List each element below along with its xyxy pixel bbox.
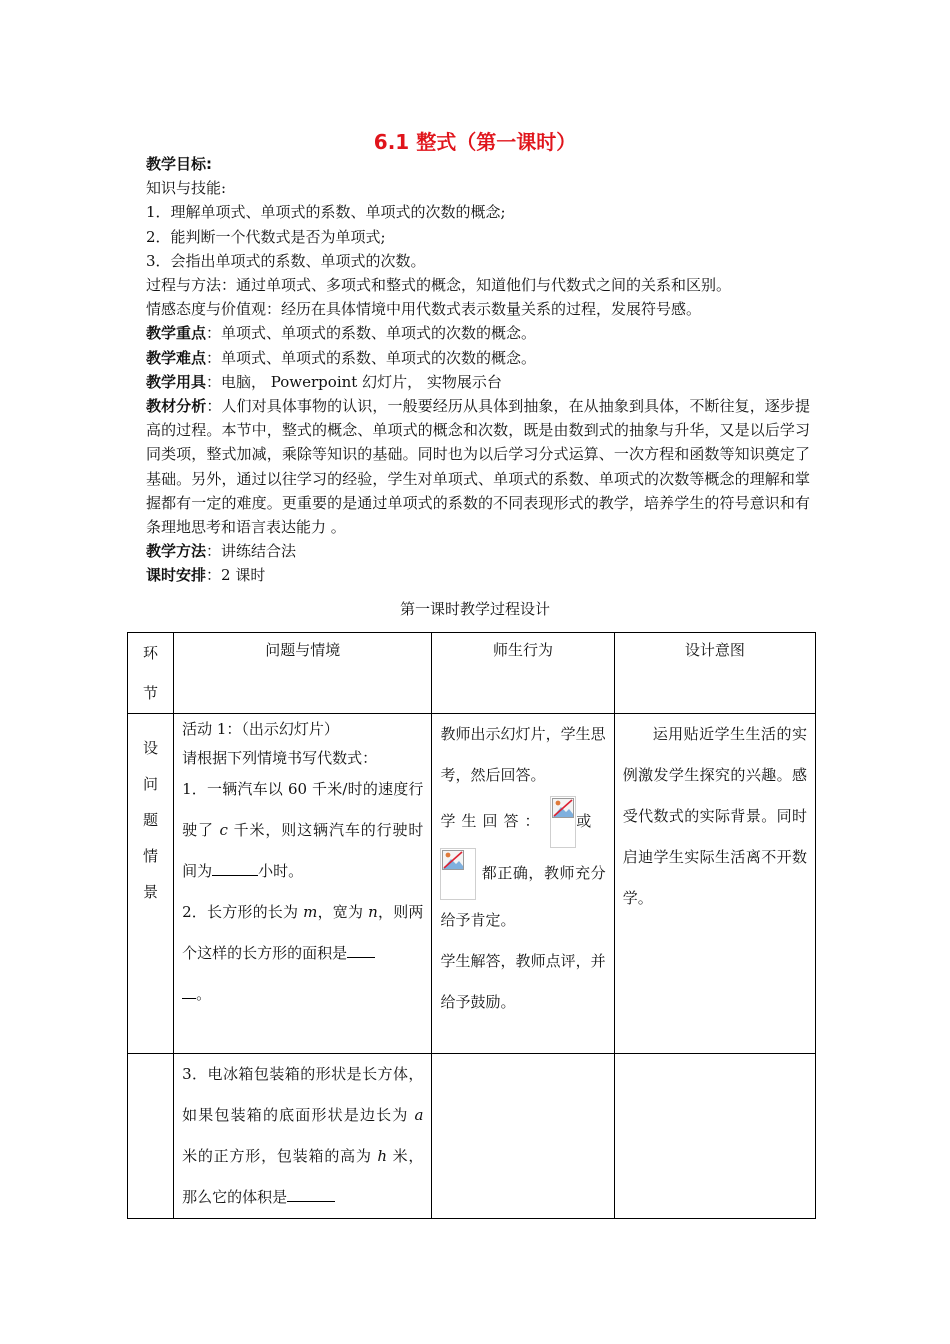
table-header-row	[128, 633, 816, 714]
question-2-text: 。	[196, 985, 212, 1003]
intent-cell	[614, 1054, 815, 1219]
situation-cell	[174, 1054, 432, 1219]
key-points-text: ：单项式、单项式的系数、单项式的次数的概念。	[206, 324, 537, 343]
method	[146, 539, 810, 563]
header-intent: 设计意图	[614, 633, 815, 714]
activity-prompt: 请根据下列情境书写代数式：	[182, 749, 378, 767]
behavior-text: 教师出示幻灯片，学生思考，然后回答。	[440, 725, 606, 784]
intent-cell	[614, 714, 815, 1054]
objective-item: 2．能判断一个代数式是否为单项式;	[146, 227, 386, 246]
stage-cell	[128, 714, 174, 1054]
question-1-text: 千米，则这辆汽车的行驶时间为	[182, 821, 424, 880]
table-row	[128, 1054, 816, 1219]
behavior-text: 学生回答：	[440, 812, 546, 830]
behavior-cell	[432, 1054, 614, 1219]
behavior-text: 都正确，教师充分给予肯定。	[440, 864, 606, 929]
behavior-cell	[432, 714, 614, 1054]
schedule-label: 课时安排	[146, 566, 207, 585]
stage-cell	[128, 1054, 174, 1219]
answer-blank	[287, 1201, 335, 1202]
key-points	[146, 321, 810, 345]
objective-item: 3．会指出单项式的系数、单项式的次数。	[146, 251, 426, 270]
stage-char: 设	[143, 739, 159, 757]
stage-char: 问	[143, 775, 159, 793]
objectives-heading: 教学目标:	[146, 155, 212, 173]
lesson-plan-body	[146, 152, 810, 588]
formula-image-icon	[550, 796, 576, 848]
question-1-text: 1．一辆汽车以 60 千米/时的速度行驶了	[182, 780, 424, 839]
answer-blank	[212, 875, 258, 876]
answer-blank	[347, 957, 375, 958]
situation-cell	[174, 714, 432, 1054]
process-table	[127, 632, 816, 1219]
schedule	[146, 563, 810, 587]
header-situation: 问题与情境	[174, 633, 432, 714]
stage-char: 题	[143, 811, 159, 829]
method-label: 教学方法	[146, 542, 207, 561]
header-stage-char: 环	[143, 644, 159, 662]
lesson-title: 6.1 整式（第一课时）	[373, 130, 577, 154]
question-3-text: 3．电冰箱包装箱的形状是长方体，如果包装箱的底面形状是边长为	[182, 1065, 424, 1124]
tools-label: 教学用具	[146, 372, 207, 391]
variable-c: c	[219, 821, 228, 839]
variable-m: m	[303, 903, 318, 921]
difficulties-label: 教学难点	[146, 348, 207, 367]
header-stage-char: 节	[143, 684, 159, 702]
tools	[146, 370, 810, 394]
knowledge-heading: 知识与技能:	[146, 179, 227, 198]
question-2-text: ，宽为	[317, 903, 369, 921]
question-1-text: 小时。	[258, 862, 304, 880]
tools-text: ：电脑， Powerpoint 幻灯片， 实物展示台	[206, 372, 502, 391]
activity-label: 活动 1：（出示幻灯片）	[182, 720, 339, 738]
question-2-text: ，则两个这样的长方形的面积是	[182, 903, 424, 962]
table-caption: 第一课时教学过程设计	[399, 600, 550, 618]
difficulties-text: ：单项式、单项式的系数、单项式的次数的概念。	[206, 348, 537, 367]
schedule-text: ：2 课时	[206, 566, 266, 585]
stage-char: 情	[143, 847, 159, 865]
attitude-text: 情感态度与价值观：经历在具体情境中用代数式表示数量关系的过程，发展符号感。	[146, 300, 702, 319]
key-points-label: 教学重点	[146, 324, 207, 343]
process-method-text: 过程与方法：通过单项式、多项式和整式的概念，知道他们与代数式之间的关系和区别。	[146, 276, 732, 295]
objective-item: 1．理解单项式、单项式的系数、单项式的次数的概念;	[146, 203, 506, 222]
question-3-text: 米，那么它的体积是	[182, 1147, 424, 1206]
question-2-text: 2．长方形的长为	[182, 903, 304, 921]
variable-n: n	[368, 903, 378, 921]
header-stage	[128, 633, 174, 714]
variable-h: h	[377, 1147, 388, 1165]
method-text: ：讲练结合法	[206, 542, 297, 561]
analysis	[146, 394, 810, 539]
behavior-text: 学生解答，教师点评，并给予鼓励。	[440, 952, 606, 1011]
variable-a: a	[414, 1106, 424, 1124]
stage-char: 景	[143, 883, 159, 901]
behavior-or: 或	[576, 812, 592, 830]
analysis-label: 教材分析	[146, 397, 207, 416]
formula-image-icon	[440, 848, 476, 900]
header-behavior: 师生行为	[432, 633, 614, 714]
answer-blank	[182, 998, 196, 999]
intent-text: 运用贴近学生生活的实例激发学生探究的兴趣。感受代数式的实际背景。同时启迪学生实际生活离不开数学。	[622, 725, 807, 907]
difficulties	[146, 346, 810, 370]
table-row	[128, 714, 816, 1054]
analysis-text: ：人们对具体事物的认识，一般要经历从具体到抽象，在从抽象到具体，不断往复，逐步提高的过程。本节中，整式的概念、单项式的概念和次数，既是由数到式的抽象与升华，又是以后学习同类项，整式加减，乘除等知识的基础。同时也为以后学习分式运算、一次方程和函数等知识奠定了基础。另外，通过以往学习的经验，学生对单项式、单项式的系数、单项式的次数等概念的理解和掌握都有一定的难度。更重要的是通过单项式的系数的不同表现形式的教学，培养学生的符号意识和有条理地思考和语言表达能力 。	[146, 397, 810, 537]
question-3-text: 米的正方形，包装箱的高为	[182, 1147, 378, 1165]
